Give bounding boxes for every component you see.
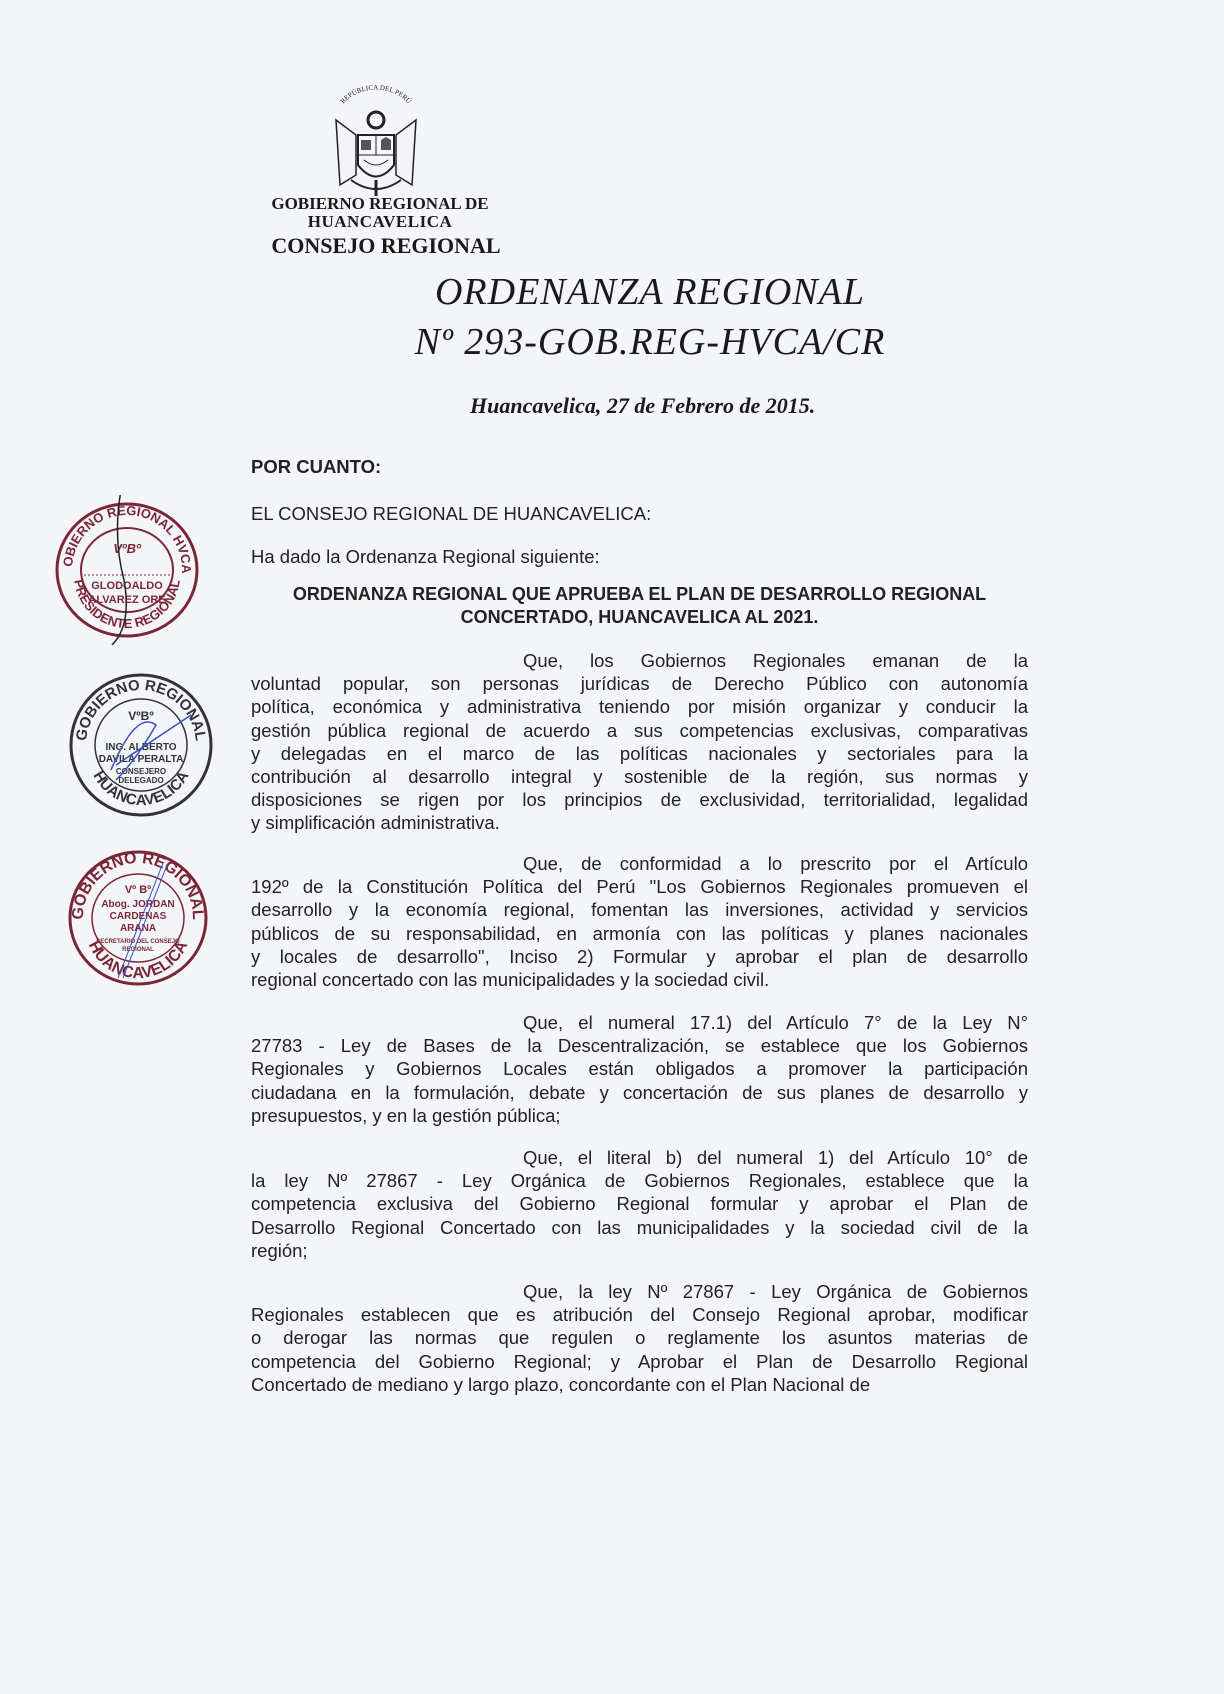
paragraph-line: competencia exclusiva del Gobierno Regional formular y aprobar el Plan de [251, 1193, 1028, 1215]
stamp-secretario-consejo [63, 843, 213, 993]
paragraph-line: ciudadana en la formulación, debate y concertación de sus planes de desarrollo y [251, 1081, 1028, 1103]
paragraph-line: desarrollo y la economía regional, fomentan las inversiones, actividad y servicios [251, 899, 1028, 921]
paragraph-line: Concertado de mediano y largo plazo, concordante con el Plan Nacional de [251, 1373, 871, 1395]
svg-text:GLODOALDO: GLODOALDO [91, 580, 163, 592]
council-name: CONSEJO REGIONAL [271, 233, 501, 258]
document-date: Huancavelica, 27 de Febrero de 2015. [470, 393, 816, 418]
paragraph-line: 192º de la Constitución Política del Perú "Los Gobiernos Regionales promueven el [251, 876, 1028, 898]
svg-text:REPÚBLICA DEL PERÚ: REPÚBLICA DEL PERÚ [338, 83, 414, 106]
paragraph-line: públicos de su responsabilidad, en armonía con las políticas y planes nacionales [251, 922, 1028, 944]
paragraph-line: contribución al desarrollo integral y sostenible de la región, sus normas y [251, 765, 1028, 787]
svg-text:GOBIERNO REGIONAL: GOBIERNO REGIONAL [69, 849, 207, 921]
paragraph-line: y simplificación administrativa. [251, 812, 500, 834]
paragraph-line: Desarrollo Regional Concertado con las municipalidades y la sociedad civil de la [251, 1216, 1028, 1238]
paragraph-line: Que, el numeral 17.1) del Artículo 7° de la Ley N° [523, 1012, 1028, 1033]
paragraph-line: o derogar las normas que regulen o reglamente los asuntos materias de [251, 1327, 1028, 1349]
paragraph-line: Que, los Gobiernos Regionales emanan de la [523, 650, 1028, 671]
svg-text:HUANCAVELICA: HUANCAVELICA [84, 938, 192, 983]
svg-text:VºBº: VºBº [128, 709, 154, 723]
paragraph-line: competencia del Gobierno Regional; y Aprobar el Plan de Desarrollo Regional [251, 1350, 1028, 1372]
paragraph-2 [251, 852, 1028, 991]
peru-coat-of-arms-emblem [326, 80, 426, 198]
paragraph-line: voluntad popular, son personas jurídicas de Derecho Público con autonomía [251, 673, 1028, 695]
document-number: Nº 293-GOB.REG-HVCA/CR [414, 321, 886, 363]
org-name-line2: HUANCAVELICA [307, 212, 453, 231]
paragraph-4 [251, 1146, 1028, 1262]
paragraph-line: Regionales establecen que es atribución del Consejo Regional aprobar, modificar [251, 1304, 1028, 1326]
paragraph-line: regional concertado con las municipalidades y la sociedad civil. [251, 968, 770, 990]
paragraph-line: política, económica y administrativa teniendo por misión organizar y conducir la [251, 696, 1028, 718]
paragraph-line: presupuestos, y en la gestión pública; [251, 1104, 561, 1126]
paragraph-3 [251, 1011, 1028, 1127]
svg-text:Vº Bº: Vº Bº [124, 884, 152, 896]
svg-text:ARANA: ARANA [119, 923, 157, 934]
por-cuanto-label: POR CUANTO: [251, 456, 382, 477]
org-name-line1: GOBIERNO REGIONAL DE [271, 194, 489, 213]
consejo-label: EL CONSEJO REGIONAL DE HUANCAVELICA: [251, 503, 652, 524]
svg-text:CARDENAS: CARDENAS [109, 911, 167, 922]
ha-dado-label: Ha dado la Ordenanza Regional siguiente: [251, 546, 600, 567]
svg-text:REGIONAL: REGIONAL [122, 947, 154, 953]
paragraph-line: 27783 - Ley de Bases de la Descentralización, se establece que los Gobiernos [251, 1035, 1028, 1057]
stamp-presidente-regional [52, 495, 202, 645]
svg-text:GOBIERNO REGIONAL HVCA.: OBIERNO REGIONAL HVCA [59, 502, 195, 574]
paragraph-1 [251, 649, 1028, 835]
paragraph-line: Que, la ley Nº 27867 - Ley Orgánica de Gobiernos [523, 1281, 1028, 1302]
svg-text:DAVILA PERALTA: DAVILA PERALTA [98, 754, 184, 765]
paragraph-line: Que, el literal b) del numeral 1) del Artículo 10° de [523, 1147, 1028, 1168]
svg-text:SECRETARIO DEL CONSEJO: SECRETARIO DEL CONSEJO [96, 939, 180, 945]
document-title: ORDENANZA REGIONAL [434, 271, 866, 313]
svg-text:GOBIERNO REGIONAL: GOBIERNO REGIONAL [73, 676, 209, 742]
paragraph-line: Regionales y Gobiernos Locales están obligados a promover la participación [251, 1058, 1028, 1080]
svg-text:DELEGADO: DELEGADO [118, 776, 164, 785]
paragraph-line: disposiciones se rigen por los principios de exclusividad, territorialidad, legalidad [251, 789, 1028, 811]
paragraph-line: región; [251, 1239, 308, 1261]
paragraph-line: la ley Nº 27867 - Ley Orgánica de Gobiernos Regionales, establece que la [251, 1170, 1028, 1192]
stamp-consejero-delegado [66, 670, 216, 820]
svg-text:PRESIDENTE REGIONAL: PRESIDENTE REGIONAL [71, 578, 183, 632]
svg-text:ALVAREZ ORE: ALVAREZ ORE [88, 594, 166, 606]
heading-line: CONCERTADO, HUANCAVELICA AL 2021. [460, 607, 819, 627]
svg-text:VºBº: VºBº [113, 541, 141, 556]
paragraph-line: y locales de desarrollo", Inciso 2) Formular y aprobar el plan de desarrollo [251, 945, 1028, 967]
ordinance-heading [251, 583, 1028, 629]
paragraph-5 [251, 1280, 1028, 1396]
svg-text:Abog. JORDAN: Abog. JORDAN [101, 899, 175, 910]
heading-line: ORDENANZA REGIONAL QUE APRUEBA EL PLAN DE DESARROLLO REGIONAL [292, 584, 987, 604]
paragraph-line: y delegadas en el marco de las políticas nacionales y sectoriales para la [251, 742, 1028, 764]
svg-text:CONSEJERO: CONSEJERO [115, 767, 167, 776]
svg-text:HUANCAVELICA: HUANCAVELICA [89, 768, 193, 810]
svg-text:ING. ALBERTO: ING. ALBERTO [105, 742, 177, 753]
paragraph-line: gestión pública regional de acuerdo a sus competencias exclusivas, comparativas [251, 719, 1028, 741]
paragraph-line: Que, de conformidad a lo prescrito por el Artículo [523, 853, 1028, 874]
